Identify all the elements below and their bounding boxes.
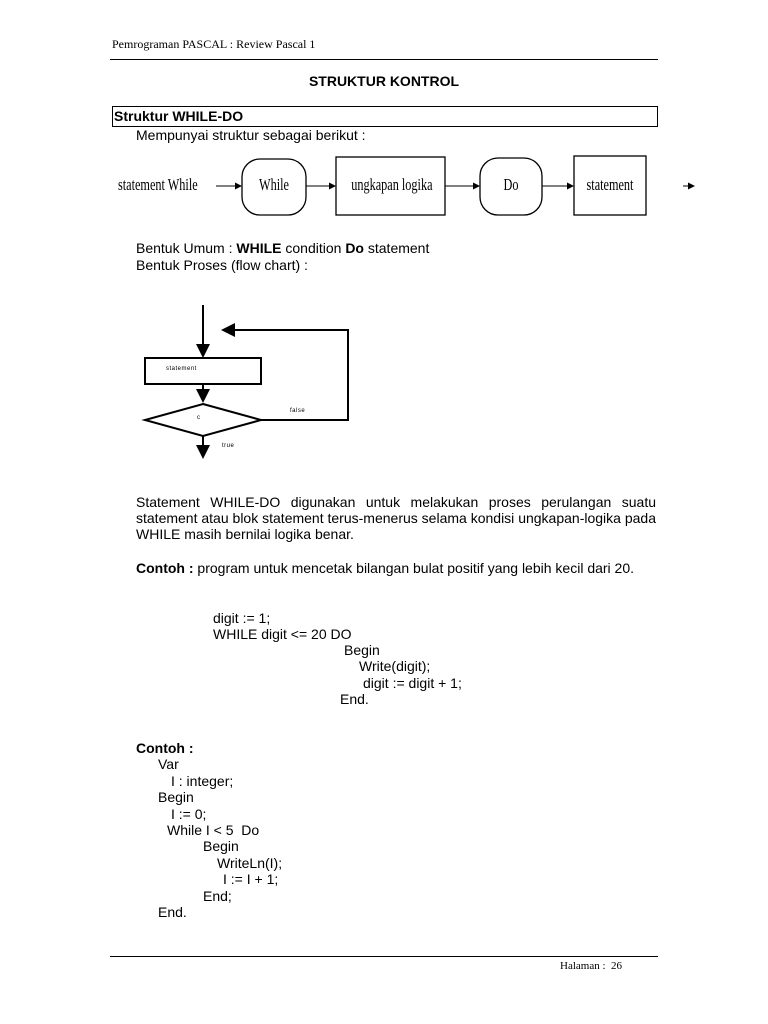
- page-title: STRUKTUR KONTROL: [308, 73, 460, 89]
- example1-code-line: Begin: [344, 642, 380, 658]
- example1-code-line: digit := 1;: [213, 610, 271, 626]
- syntax-item-statement-while: statement While: [118, 175, 198, 194]
- running-header: Pemrograman PASCAL : Review Pascal 1: [112, 37, 316, 51]
- example1-code-line: digit := digit + 1;: [363, 675, 462, 691]
- example1-label: Contoh :: [136, 560, 194, 576]
- general-form-mid: condition: [281, 240, 346, 256]
- flow-statement-box: [145, 358, 261, 384]
- flow-statement-label: statement: [166, 366, 197, 372]
- example1-code-line: WHILE digit <= 20 DO: [213, 626, 352, 642]
- example2-code-line: Var: [158, 756, 179, 772]
- section-heading: Struktur WHILE-DO: [114, 108, 244, 124]
- example2-label: Contoh :: [136, 740, 194, 756]
- syntax-item-logical-expression: ungkapan logika: [351, 175, 433, 194]
- syntax-item-do: Do: [503, 175, 519, 194]
- example2-code-line: End.: [158, 904, 187, 920]
- process-form-label: Bentuk Proses (flow chart) :: [136, 257, 308, 273]
- flow-true-label: true: [222, 443, 235, 449]
- syntax-item-statement: statement: [586, 175, 634, 194]
- intro-text: Mempunyai struktur sebagai berikut :: [136, 127, 366, 143]
- general-form-tail: statement: [363, 240, 430, 256]
- example1-code-line: End.: [340, 691, 369, 707]
- general-form-label: Bentuk Umum :: [136, 240, 237, 256]
- page-number: Halaman : 26: [560, 960, 623, 972]
- example2-code-line: WriteLn(I);: [217, 855, 283, 871]
- flow-condition-label: c: [197, 415, 201, 421]
- keyword-do: Do: [345, 240, 364, 256]
- example2-code-line: While I < 5 Do: [167, 822, 260, 838]
- example2-code-line: I := I + 1;: [223, 871, 279, 887]
- flow-false-label: false: [290, 408, 306, 414]
- syntax-item-while: While: [259, 175, 289, 194]
- example1-text: program untuk mencetak bilangan bulat positif yang lebih kecil dari 20.: [193, 560, 635, 576]
- flow-false-loop: [223, 330, 348, 420]
- keyword-while: WHILE: [236, 240, 282, 256]
- general-form: [136, 240, 429, 256]
- example2-code-line: Begin: [203, 838, 239, 854]
- description-paragraph: Statement WHILE-DO digunakan untuk melakukan proses perulangan suatu statement atau blok statement terus-menerus selama kondisi ungkapan-logika pada WHILE masih bernilai logika benar.: [136, 494, 656, 542]
- footer-rule: [110, 956, 658, 957]
- example2-code-line: End;: [203, 888, 232, 904]
- flow-condition-diamond: [145, 404, 261, 436]
- example2-code-line: I := 0;: [171, 806, 207, 822]
- while-flowchart: [135, 300, 360, 465]
- example2-code-line: Begin: [158, 789, 194, 805]
- header-rule: [110, 59, 658, 60]
- example1-paragraph: [136, 560, 656, 576]
- example2-code-line: I : integer;: [171, 773, 234, 789]
- example1-code-line: Write(digit);: [359, 658, 431, 674]
